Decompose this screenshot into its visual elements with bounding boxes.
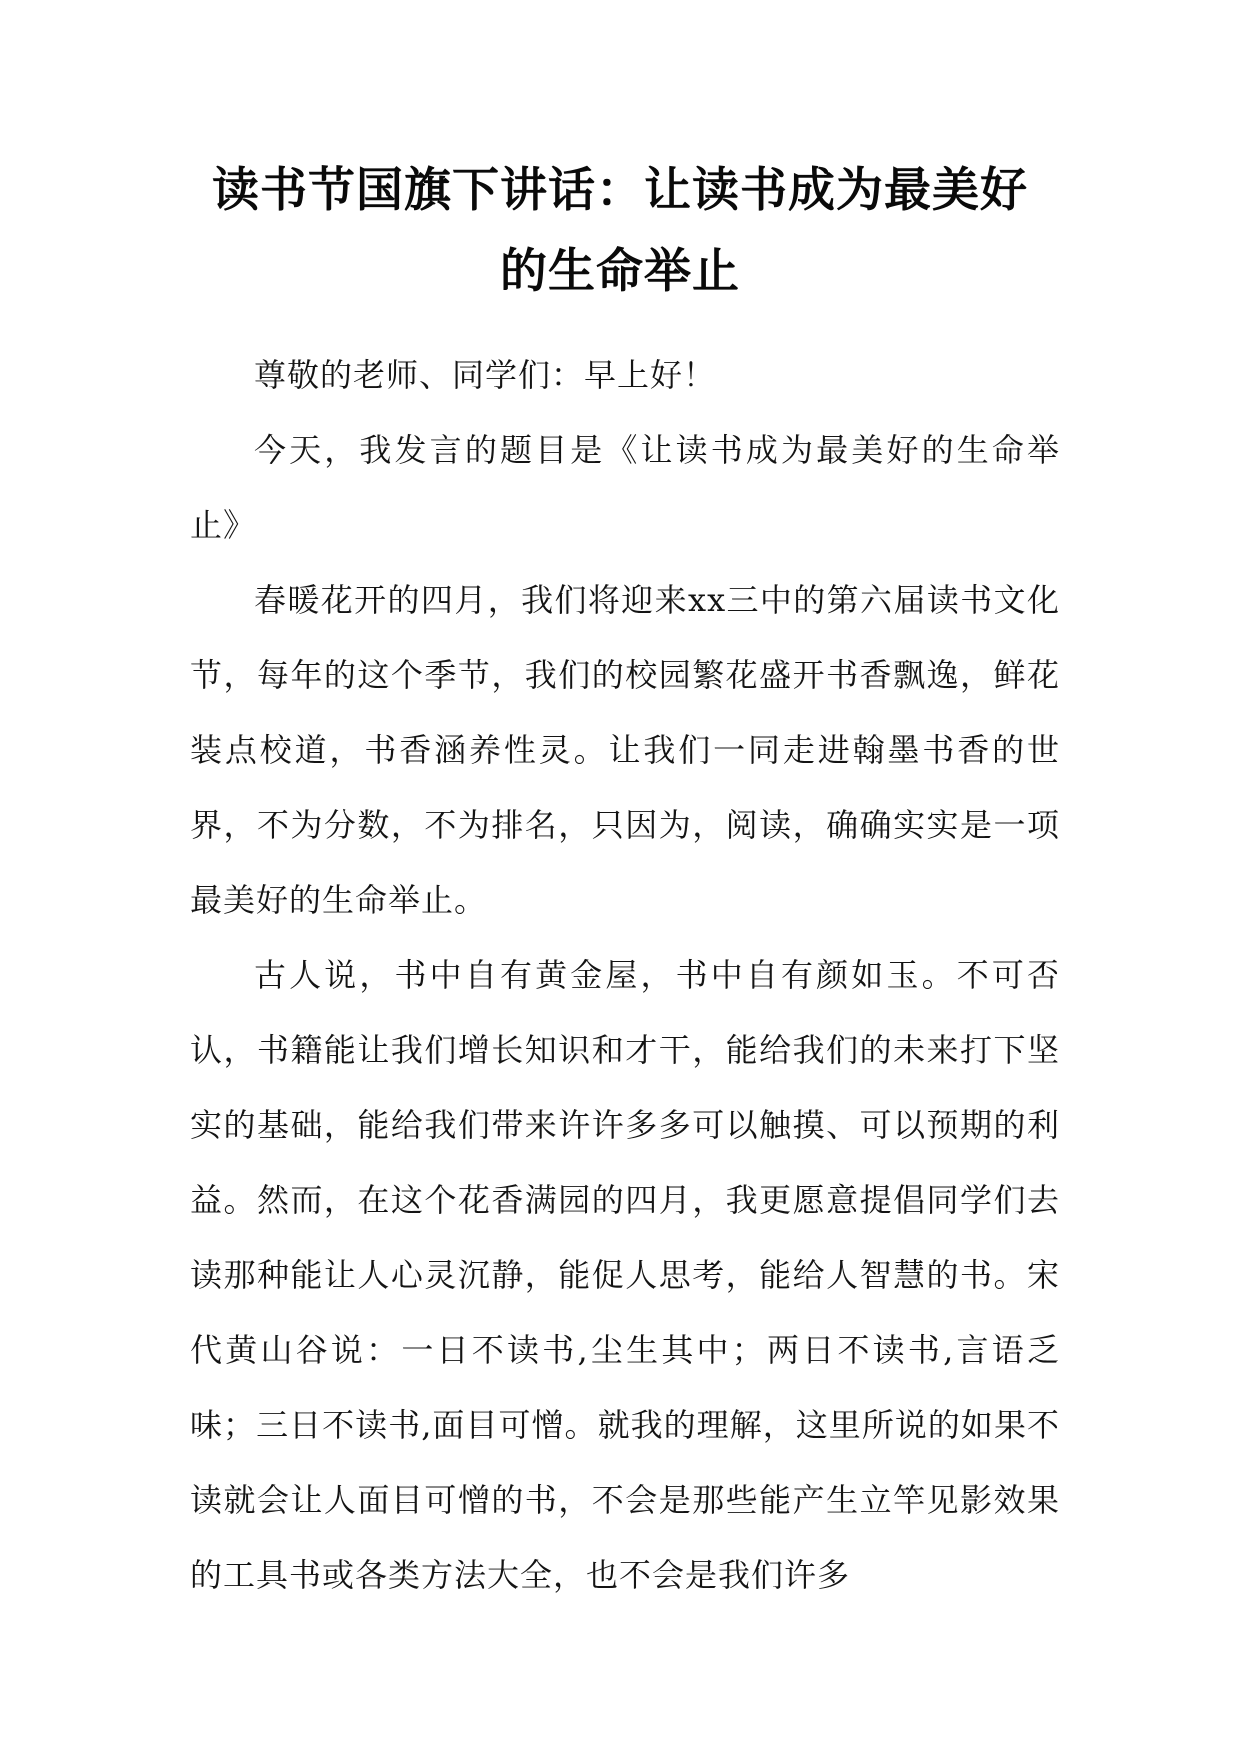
paragraph-reading-festival: 春暖花开的四月，我们将迎来xx三中的第六届读书文化节，每年的这个季节，我们的校园繁花盛开书香飘逸，鲜花装点校道，书香涵养性灵。让我们一同走进翰墨书香的世界，不为分数，不为排名，只因为，阅读，确确实实是一项最美好的生命举止。	[190, 581, 1060, 919]
paragraph-ancient-saying: 古人说，书中自有黄金屋，书中自有颜如玉。不可否认，书籍能让我们增长知识和才干，能给我们的未来打下坚实的基础，能给我们带来许许多多可以触摸、可以预期的利益。然而，在这个花香满园的四月，我更愿意提倡同学们去读那种能让人心灵沉静，能促人思考，能给人智慧的书。宋代黄山谷说：一日不读书,尘生其中；两日不读书,言语乏味；三日不读书,面目可憎。就我的理解，这里所说的如果不读就会让人面目可憎的书，不会是那些能产生立竿见影效果的工具书或各类方法大全，也不会是我们许多	[190, 956, 1060, 1594]
document-title	[150, 150, 1090, 312]
document-body	[190, 338, 1060, 1613]
paragraph-topic: 今天，我发言的题目是《让读书成为最美好的生命举止》	[190, 431, 1060, 544]
document-title-line-2: 的生命举止	[500, 244, 740, 299]
paragraph-greeting: 尊敬的老师、同学们：早上好！	[254, 356, 717, 394]
document-title-line-1: 读书节国旗下讲话：让读书成为最美好	[212, 163, 1028, 218]
